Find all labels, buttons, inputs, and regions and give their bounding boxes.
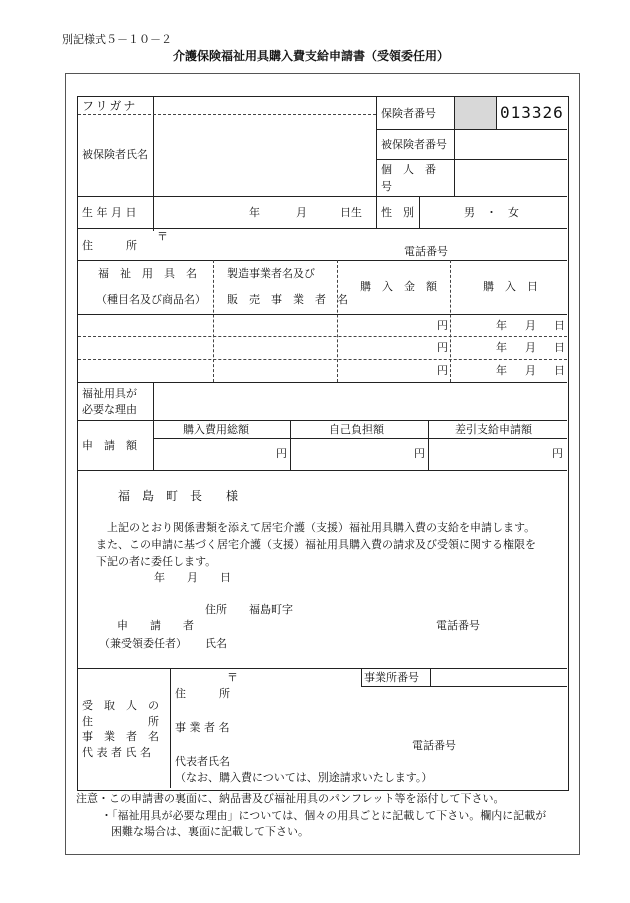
- item-row[interactable]: [78, 315, 567, 336]
- divider: [170, 668, 171, 788]
- note-line-3: 困難な場合は、裏面に記載して下さい。: [111, 825, 309, 838]
- recipient-company-field[interactable]: [245, 720, 405, 734]
- declaration-line-3: 下記の者に委任します。: [96, 555, 217, 568]
- self-pay-header: 自己負担額: [329, 423, 384, 436]
- recipient-phone-label: 電話番号: [412, 739, 456, 752]
- self-pay-field[interactable]: [293, 440, 426, 468]
- recipient-label-2: 住 所: [82, 715, 159, 728]
- divider: [290, 420, 291, 471]
- recipient-label-1: 受 取 人 の: [82, 699, 159, 712]
- divider: [78, 668, 567, 669]
- insured-name-field[interactable]: [156, 117, 374, 194]
- divider: [361, 686, 567, 687]
- reason-label: 福祉用具が: [82, 387, 137, 400]
- recipient-label-3: 事 業 者 名: [82, 730, 159, 743]
- insured-number-label: 被保険者番号: [381, 138, 447, 151]
- applicant-label: 申 請 者: [117, 619, 194, 632]
- item-row[interactable]: [78, 337, 567, 359]
- month-unit: 月: [525, 364, 536, 377]
- divider: [419, 196, 420, 228]
- address-label: 住 所: [82, 239, 137, 252]
- total-yen-unit: 円: [276, 447, 287, 460]
- sex-options[interactable]: 男 ・ 女: [464, 206, 519, 219]
- divider: [153, 97, 154, 231]
- divider: [428, 420, 429, 471]
- birth-month-unit: 月: [296, 206, 307, 219]
- insurer-number-shaded-cell: [454, 97, 496, 129]
- office-number-label: 事業所番号: [364, 671, 419, 684]
- insurer-number-label: 保険者番号: [381, 107, 436, 120]
- recipient-label-4: 代 表 者 氏 名: [82, 746, 151, 759]
- divider: [376, 196, 377, 228]
- reason-label-2: 必要な理由: [82, 403, 137, 416]
- applicant-address-field[interactable]: [295, 600, 555, 616]
- declaration-line-1: 上記のとおり関係書類を添えて居宅介護（支援）福祉用具購入費の支給を申請します。: [107, 521, 536, 534]
- sex-label: 性 別: [381, 206, 414, 219]
- note-line-2: ・「福祉用具が必要な理由」については、個々の用具ごとに記載して下さい。欄内に記載が: [101, 809, 547, 822]
- applicant-address-value: 福島町字: [249, 603, 293, 616]
- application-date: 年 月 日: [154, 571, 231, 584]
- postal-mark: 〒: [157, 230, 168, 243]
- applicant-name-label: 氏名: [205, 637, 227, 650]
- insured-name-label: 被保険者氏名: [82, 148, 148, 161]
- insurer-number-value: 013326: [500, 103, 564, 122]
- form-number: 別記様式５－１０－２: [62, 33, 172, 46]
- month-unit: 月: [525, 319, 536, 332]
- divider: [376, 129, 567, 130]
- recipient-note: （なお、購入費については、別途請求いたします。）: [175, 771, 433, 784]
- day-unit: 日: [554, 319, 565, 332]
- applicant-phone-label: 電話番号: [436, 619, 480, 632]
- divider: [376, 97, 377, 196]
- yen-unit: 円: [437, 319, 448, 332]
- item-name-header: 福 祉 用 具 名: [98, 267, 197, 280]
- personal-number-label: 個 人 番: [381, 163, 436, 176]
- self-yen-unit: 円: [414, 447, 425, 460]
- recipient-representative-field[interactable]: [245, 754, 555, 768]
- divider: [78, 470, 567, 471]
- manufacturer-header: 製造事業者名及び: [227, 267, 315, 280]
- divider: [361, 668, 362, 686]
- total-cost-header: 購入費用総額: [183, 423, 249, 436]
- yen-unit: 円: [437, 364, 448, 377]
- furigana-label: フリガナ: [82, 99, 138, 113]
- day-unit: 日: [554, 341, 565, 354]
- net-yen-unit: 円: [552, 447, 563, 460]
- net-claim-field[interactable]: [431, 440, 565, 468]
- personal-number-label-2: 号: [381, 180, 392, 193]
- day-unit: 日: [554, 364, 565, 377]
- divider: [78, 382, 567, 383]
- divider: [78, 228, 567, 229]
- office-number-field[interactable]: [432, 670, 565, 685]
- divider: [78, 260, 567, 261]
- recipient-representative-label: 代表者氏名: [175, 755, 230, 768]
- net-claim-header: 差引支給申請額: [455, 423, 532, 436]
- birth-day-unit: 日生: [340, 206, 362, 219]
- divider: [430, 668, 431, 686]
- insured-number-field[interactable]: [456, 131, 565, 158]
- recipient-address-field[interactable]: [245, 688, 560, 702]
- addressee: 福 島 町 長 様: [118, 489, 239, 503]
- yen-unit: 円: [437, 341, 448, 354]
- divider: [78, 420, 567, 421]
- year-unit: 年: [496, 341, 507, 354]
- furigana-field[interactable]: [156, 99, 374, 113]
- applicant-address-label: 住所: [205, 603, 227, 616]
- address-field[interactable]: [170, 231, 565, 258]
- item-row[interactable]: [78, 360, 567, 382]
- year-unit: 年: [496, 319, 507, 332]
- divider: [454, 97, 455, 196]
- recipient-company-label: 事 業 者 名: [175, 721, 230, 734]
- month-unit: 月: [525, 341, 536, 354]
- divider: [78, 114, 376, 115]
- birth-date-label: 生 年 月 日: [82, 206, 137, 219]
- seller-header: 販 売 事 業 者 名: [227, 293, 348, 306]
- total-cost-field[interactable]: [156, 440, 288, 468]
- personal-number-field[interactable]: [456, 161, 565, 195]
- purchase-date-header: 購 入 日: [483, 280, 538, 293]
- purchase-amount-header: 購 入 金 額: [360, 280, 437, 293]
- recipient-postal-mark: 〒: [227, 671, 238, 684]
- year-unit: 年: [496, 364, 507, 377]
- divider: [153, 382, 154, 471]
- divider: [496, 97, 497, 129]
- application-amount-label: 申 請 額: [82, 439, 137, 452]
- applicant-sub-label: （兼受領委任者）: [99, 637, 187, 650]
- birth-year-unit: 年: [249, 206, 260, 219]
- recipient-address-label: 住 所: [175, 687, 230, 700]
- item-name-subheader: （種目名及び商品名）: [96, 293, 206, 306]
- phone-label: 電話番号: [404, 245, 448, 258]
- applicant-name-field[interactable]: [232, 634, 432, 652]
- divider: [376, 159, 567, 160]
- divider: [153, 438, 567, 439]
- note-line-1: 注意・この申請書の裏面に、納品書及び福祉用具のパンフレット等を添付して下さい。: [76, 792, 505, 805]
- declaration-line-2: また、この申請に基づく居宅介護（支援）福祉用具購入費の請求及び受領に関する権限を: [96, 538, 536, 551]
- divider: [78, 196, 567, 197]
- reason-field[interactable]: [156, 384, 565, 418]
- form-title: 介護保険福祉用具購入費支給申請書（受領委任用）: [173, 49, 450, 63]
